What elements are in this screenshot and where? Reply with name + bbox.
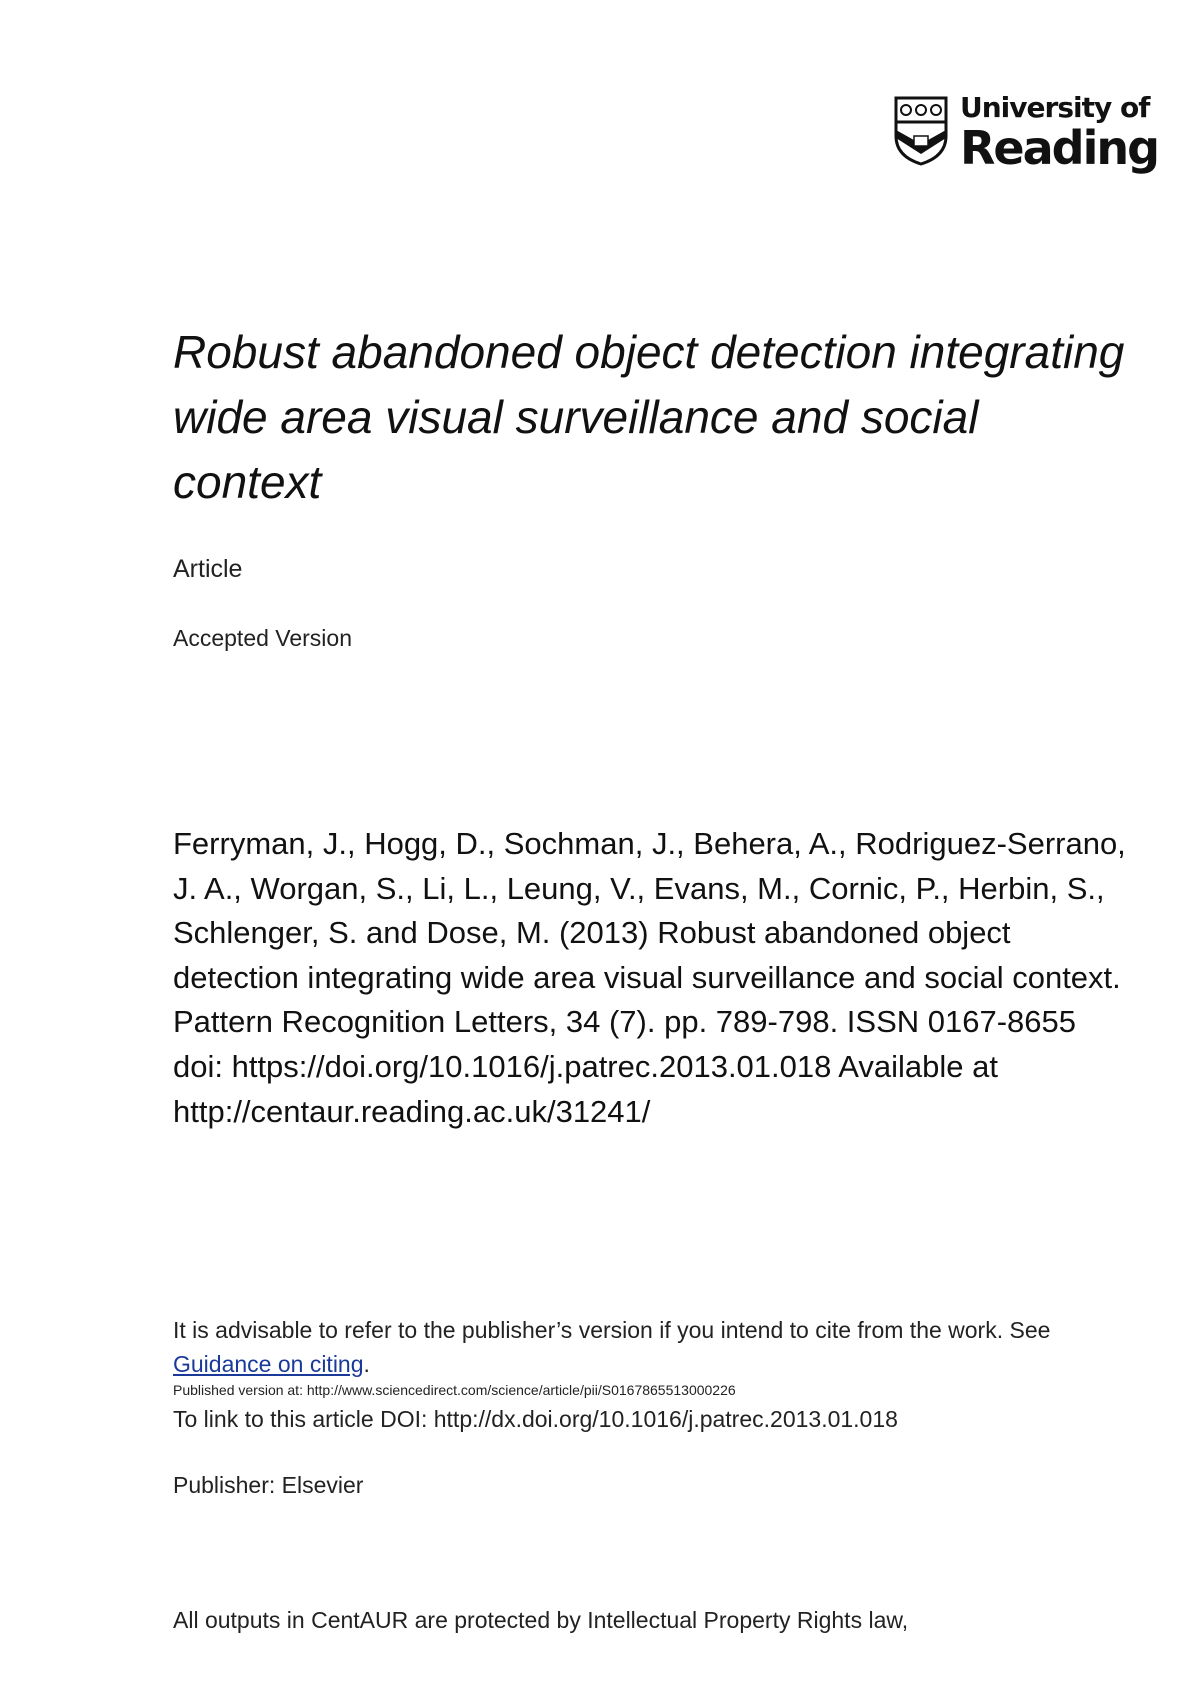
advice-suffix: .	[363, 1351, 370, 1377]
article-version: Accepted Version	[173, 625, 353, 651]
university-logo	[894, 91, 1159, 175]
advice-text: It is advisable to refer to the publisher’s version if you intend to cite from the work. See	[173, 1317, 1051, 1343]
article-title: Robust abandoned object detection integrating wide area visual surveillance and social context	[173, 326, 1125, 508]
article-doi-link: To link to this article DOI: http://dx.doi.org/10.1016/j.patrec.2013.01.018	[173, 1406, 898, 1432]
guidance-on-citing-link[interactable]: Guidance on citing	[173, 1351, 364, 1377]
university-shield-icon	[894, 96, 948, 166]
university-wordmark	[960, 91, 1159, 175]
logo-line-2: Reading	[960, 121, 1159, 175]
citation-advice	[173, 1313, 1133, 1381]
rights-notice: All outputs in CentAUR are protected by Intellectual Property Rights law,	[173, 1607, 909, 1633]
published-version-url: Published version at: http://www.sciencedirect.com/science/article/pii/S0167865513000226	[173, 1382, 736, 1398]
citation: Ferryman, J., Hogg, D., Sochman, J., Behera, A., Rodriguez-Serrano, J. A., Worgan, S., Li, L., Leung, V., Evans, M., Cornic, P., Herbin, S., Schlenger, S. and Dose, M. (2013) Robust abandoned object detection integrating wide area visual surveillance and social context. Pattern Recognition Letters, 34 (7). pp. 789-798. ISSN 0167-8655 doi: https://doi.org/10.1016/j.patrec.2013.01.018 Available at http://centaur.reading.ac.uk/31241/	[173, 826, 1126, 1129]
article-type: Article	[173, 555, 243, 583]
logo-line-1: University of	[960, 91, 1150, 124]
publisher: Publisher: Elsevier	[173, 1472, 364, 1498]
